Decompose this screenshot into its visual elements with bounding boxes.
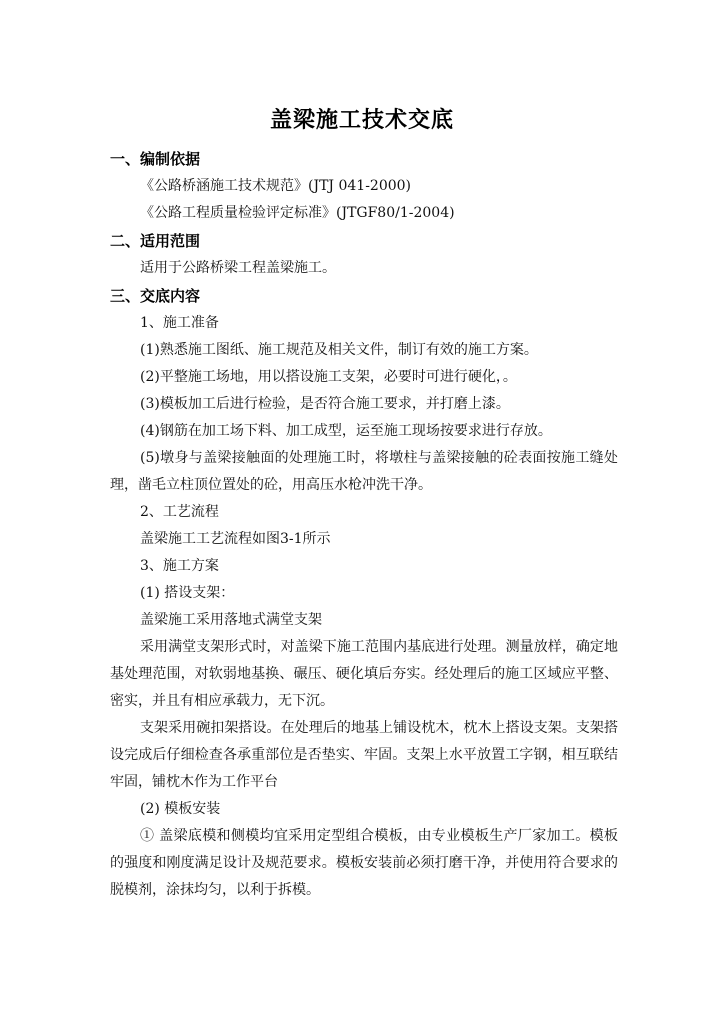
flow-heading: 2、工艺流程	[140, 504, 219, 520]
support-text-2: 采用满堂支架形式时，对盖梁下施工范围内基底进行处理。测量放样，确定地基处理范围，对软弱地基换、碾压、硬化填后夯实。经处理后的施工区域应平整、密实，并且有相应承载力，无下沉。	[110, 639, 618, 709]
section-heading-scope: 二、适用范围	[110, 232, 201, 250]
section-heading-content: 三、交底内容	[110, 287, 201, 305]
support-heading: (1) 搭设支架：	[140, 585, 235, 601]
basis-item-2: 《公路工程质量检验评定标准》(JTGF80/1-2004)	[140, 205, 455, 221]
support-text-3: 支架采用碗扣架搭设。在处理后的地基上铺设枕木，枕木上搭设支架。支架搭设完成后仔细检查各承重部位是否垫实、牢固。支架上水平放置工字钢，相互联结牢固，铺枕木作为工作平台	[110, 720, 618, 790]
basis-item-1: 《公路桥涵施工技术规范》(JTJ 041-2000)	[140, 178, 412, 194]
formwork-text-1: ① 盖梁底模和侧模均宜采用定型组合模板，由专业模板生产厂家加工。模板的强度和刚度满足设计及规范要求。模板安装前必须打磨干净，并使用符合要求的脱模剂，涂抹均匀，以利于拆模。	[110, 828, 618, 898]
prep-item-1: (1)熟悉施工图纸、施工规范及相关文件，制订有效的施工方案。	[140, 342, 538, 358]
prep-item-5: (5)墩身与盖梁接触面的处理施工时，将墩柱与盖梁接触的砼表面按施工缝处理，凿毛立柱顶位置处的砼，用高压水枪冲洗干净。	[110, 450, 618, 493]
document-body	[110, 145, 618, 904]
formwork-heading: (2) 模板安装	[140, 801, 221, 817]
scope-text: 适用于公路桥梁工程盖梁施工。	[140, 260, 336, 276]
plan-heading: 3、施工方案	[140, 558, 219, 574]
prep-item-2: (2)平整施工场地，用以搭设施工支架，必要时可进行硬化，。	[140, 369, 517, 385]
prep-item-3: (3)模板加工后进行检验，是否符合施工要求，并打磨上漆。	[140, 396, 510, 412]
prep-item-4: (4)钢筋在加工场下料、加工成型，运至施工现场按要求进行存放。	[140, 423, 552, 439]
prep-heading: 1、施工准备	[140, 315, 219, 331]
flow-text: 盖梁施工工艺流程如图3-1所示	[140, 531, 331, 547]
section-heading-basis: 一、编制依据	[110, 150, 201, 168]
document-title: 盖梁施工技术交底	[269, 108, 454, 133]
support-text-1: 盖梁施工采用落地式满堂支架	[140, 612, 322, 628]
